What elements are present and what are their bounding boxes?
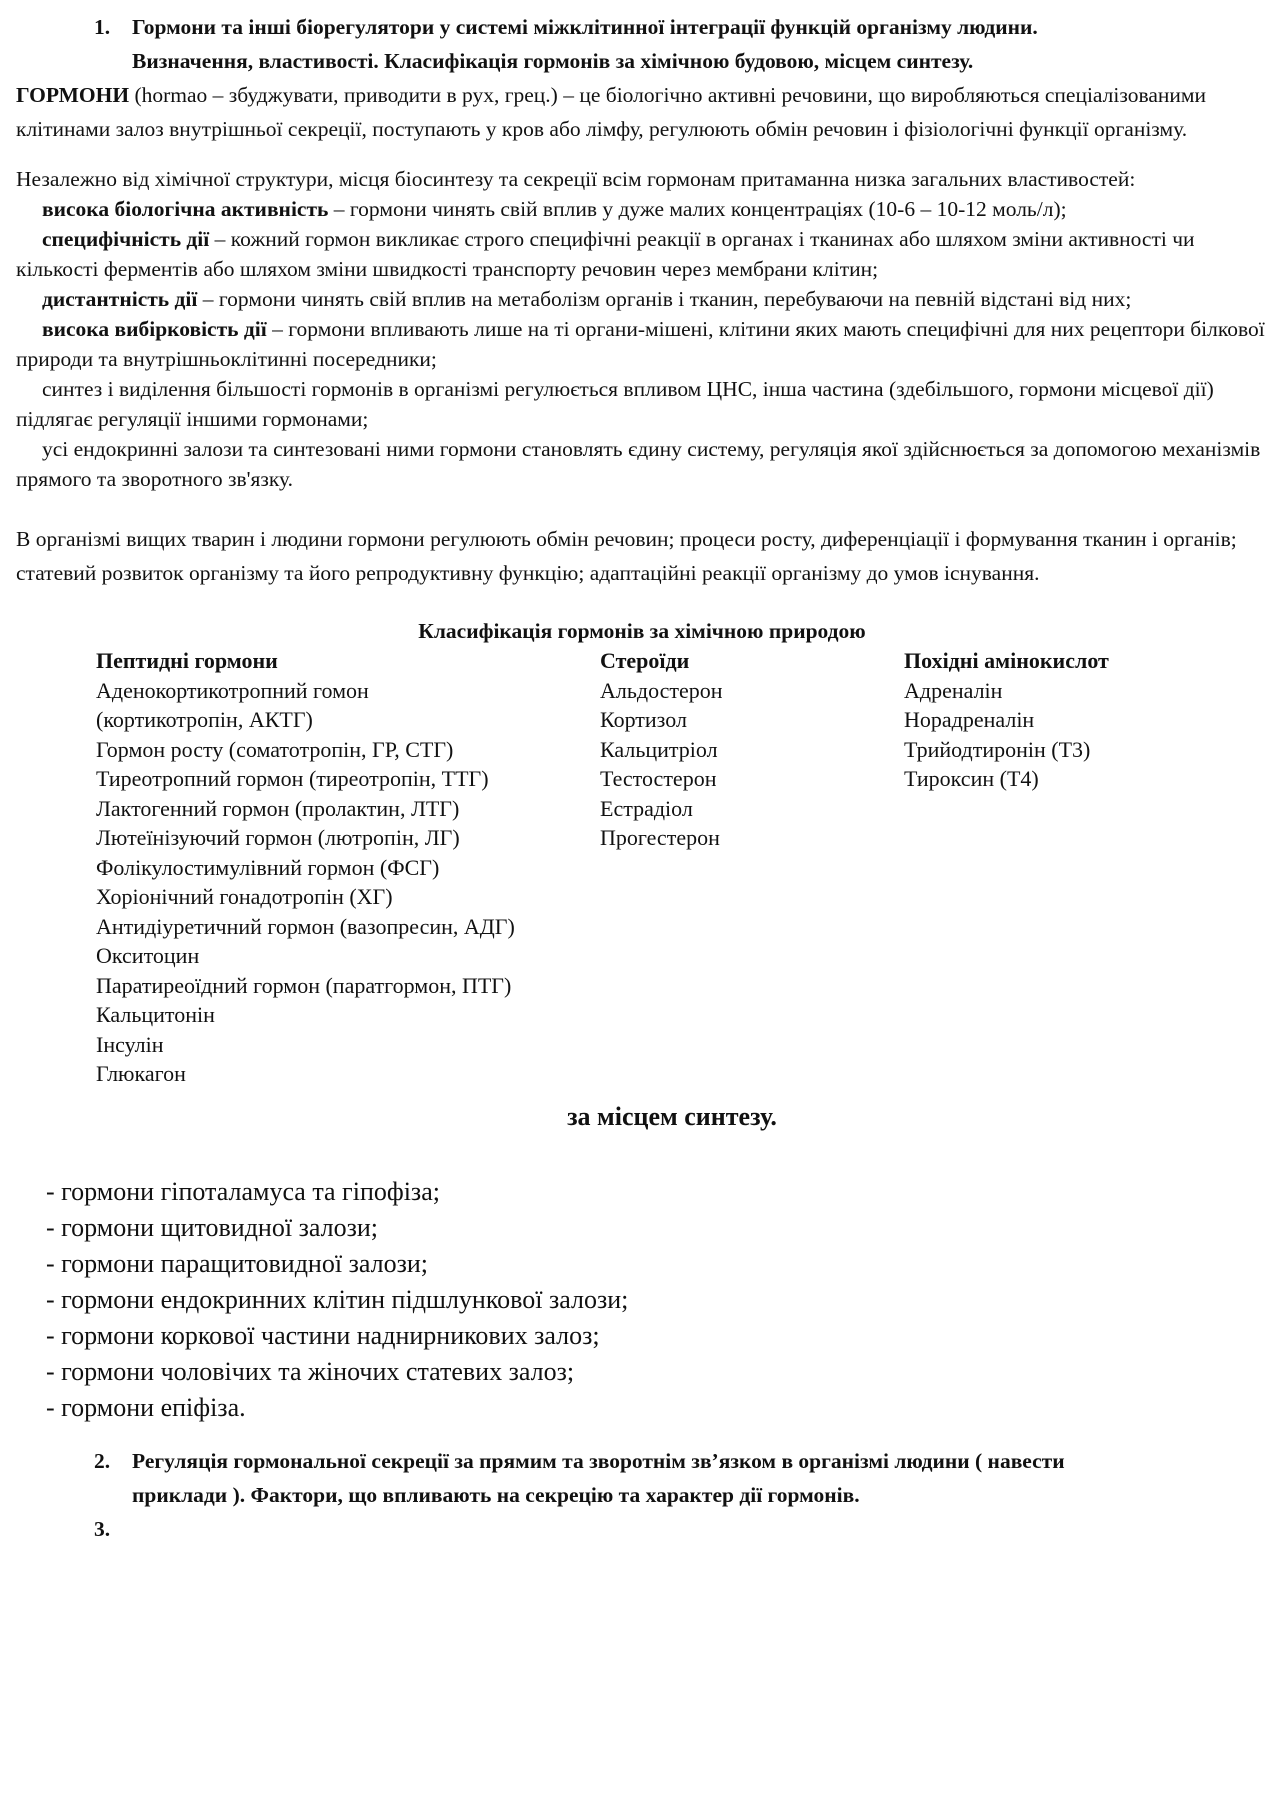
hormone-item: Тироксин (Т4) bbox=[904, 766, 1039, 791]
regulation-paragraph: В організмі вищих тварин і людини гормони регулюють обмін речовин; процеси росту, диференціації і формування тканин і органів; статевий розвиток організму та його репродуктивну функцію; адаптаційні реакції організму до умов існування. bbox=[16, 527, 1237, 585]
list-item: - гормони ендокринних клітин підшлункової залози; bbox=[46, 1285, 629, 1314]
column-header: Похідні амінокислот bbox=[904, 648, 1109, 673]
list-item: - гормони коркової частини наднирникових залоз; bbox=[46, 1321, 600, 1350]
hormone-item: Лютеїнізуючий гормон (лютропін, ЛГ) bbox=[96, 825, 460, 850]
definition-term: ГОРМОНИ bbox=[16, 83, 130, 107]
peptide-column bbox=[96, 646, 596, 1089]
definition-paragraph bbox=[16, 78, 1268, 146]
column-header: Пептидні гормони bbox=[96, 648, 278, 673]
section-1-title-line-2: Визначення, властивості. Класифікація гормонів за хімічною будовою, місцем синтезу. bbox=[132, 49, 974, 73]
hormone-item: Естрадіол bbox=[600, 795, 693, 821]
hormone-item: Прогестерон bbox=[600, 825, 720, 850]
amino-acid-column bbox=[904, 646, 1244, 794]
section-3-heading bbox=[16, 1512, 1268, 1546]
section-1-heading bbox=[16, 10, 1268, 78]
steroid-column bbox=[600, 646, 900, 853]
hormone-item: Кальцитріол bbox=[600, 736, 718, 762]
section-2-heading bbox=[16, 1444, 1268, 1546]
list-item: - гормони паращитовидної залози; bbox=[46, 1249, 428, 1278]
hormone-item: Хоріонічний гонадотропін (ХГ) bbox=[96, 884, 393, 909]
hormone-item: Аденокортикотропний гомон bbox=[96, 677, 369, 703]
hormone-item: Фолікулостимулівний гормон (ФСГ) bbox=[96, 854, 440, 880]
hormone-item: Гормон росту (соматотропін, ГР, СТГ) bbox=[96, 736, 454, 762]
property-item: висока біологічна активність – гормони чинять свій вплив у дуже малих концентраціях (10-6 – 10-12 моль/л); bbox=[42, 197, 1067, 221]
properties-intro: Незалежно від хімічної структури, місця біосинтезу та секреції всім гормонам притаманна низка загальних властивостей: bbox=[16, 167, 1136, 191]
hormone-item: Норадреналін bbox=[904, 707, 1035, 732]
list-item: - гормони чоловічих та жіночих статевих залоз; bbox=[46, 1357, 575, 1386]
synthesis-title: за місцем синтезу. bbox=[567, 1102, 777, 1131]
hormone-item: Інсулін bbox=[96, 1031, 164, 1057]
classification-table bbox=[16, 646, 1268, 1086]
hormone-item: Глюкагон bbox=[96, 1061, 186, 1086]
hormone-item: Окситоцин bbox=[96, 943, 200, 968]
section-1-number: 1. bbox=[94, 15, 111, 39]
hormone-item: Альдостерон bbox=[600, 677, 723, 703]
hormone-item: Адреналін bbox=[904, 677, 1003, 703]
list-item: - гормони епіфіза. bbox=[46, 1393, 246, 1422]
list-item: - гормони гіпоталамуса та гіпофіза; bbox=[46, 1177, 440, 1206]
hormone-item: Тестостерон bbox=[600, 766, 717, 791]
property-item: синтез і виділення більшості гормонів в організмі регулюється впливом ЦНС, інша частина (здебільшого, гормони місцевої дії) підлягає регуляції іншими гормонами; bbox=[16, 377, 1214, 431]
section-2-number: 2. bbox=[94, 1449, 111, 1473]
hormone-item: Кортизол bbox=[600, 707, 687, 732]
list-item: - гормони щитовидної залози; bbox=[46, 1213, 378, 1242]
property-item: дистантність дії – гормони чинять свій вплив на метаболізм органів і тканин, перебуваючи на певній відстані від них; bbox=[42, 287, 1132, 311]
property-item: специфічність дії – кожний гормон викликає строго специфічні реакції в органах і тканинах або шляхом зміни активності чи кількості ферментів або шляхом зміни швидкості транспорту речовин через мембрани клітин; bbox=[16, 227, 1195, 281]
classification-title: Класифікація гормонів за хімічною природою bbox=[418, 619, 866, 643]
section-2-title-line-1: Регуляція гормональної секреції за прямим та зворотнім зв’язком в організмі людини ( навести bbox=[132, 1449, 1065, 1473]
section-1-title-line-1: Гормони та інші біорегулятори у системі міжклітинної інтеграції функцій організму людини. bbox=[132, 15, 1038, 39]
hormone-item: Паратиреоїдний гормон (паратгормон, ПТГ) bbox=[96, 972, 512, 998]
property-item: висока вибірковість дії – гормони впливають лише на ті органи-мішені, клітини яких мають специфічні для них рецептори білкової природи та внутрішньоклітинні посередники; bbox=[16, 317, 1265, 371]
synthesis-list bbox=[46, 1174, 1268, 1426]
hormone-item: Антидіуретичний гормон (вазопресин, АДГ) bbox=[96, 913, 515, 939]
hormone-item: Трийодтиронін (Т3) bbox=[904, 736, 1091, 762]
property-item: усі ендокринні залози та синтезовані ними гормони становлять єдину систему, регуляція якої здійснюється за допомогою механізмів прямого та зворотного зв'язку. bbox=[16, 437, 1261, 491]
document-page bbox=[16, 10, 1268, 1546]
hormone-item: Кальцитонін bbox=[96, 1002, 215, 1027]
section-2-title-line-2: приклади ). Фактори, що впливають на секрецію та характер дії гормонів. bbox=[132, 1483, 860, 1507]
definition-text: (hormao – збуджувати, приводити в рух, грец.) – це біологічно активні речовини, що виробляються спеціалізованими клітинами залоз внутрішньої секреції, поступають у кров або лімфу, регулюють обмін речовин і фізіологічні функції організму. bbox=[16, 83, 1207, 141]
column-header: Стероїди bbox=[600, 648, 690, 673]
hormone-item: Лактогенний гормон (пролактин, ЛТГ) bbox=[96, 795, 460, 821]
hormone-item: (кортикотропін, АКТГ) bbox=[96, 707, 313, 732]
section-3-number: 3. bbox=[94, 1517, 111, 1541]
hormone-item: Тиреотропний гормон (тиреотропін, ТТГ) bbox=[96, 766, 489, 791]
